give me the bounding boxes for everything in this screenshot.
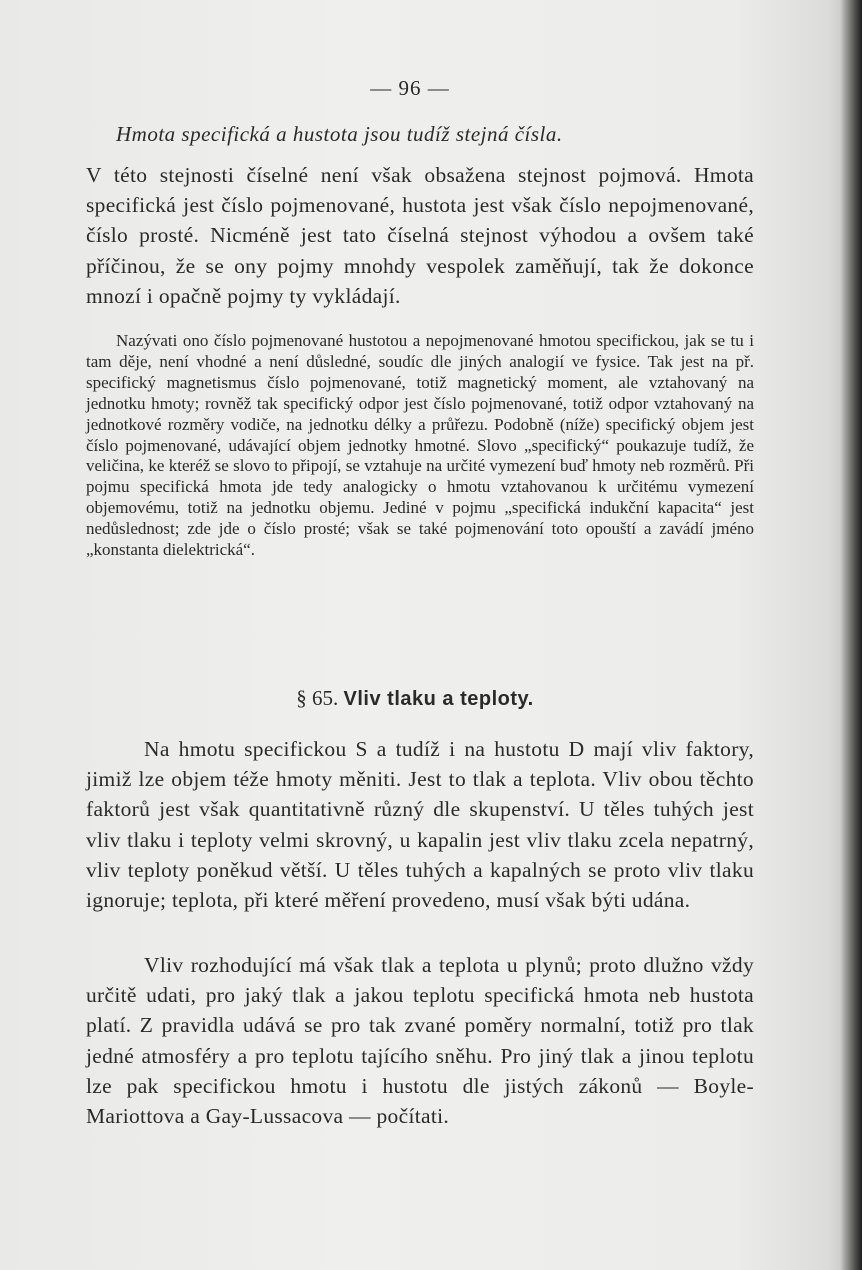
section-number: § 65. xyxy=(296,686,339,710)
page-number: — 96 — xyxy=(370,76,450,100)
paragraph-vliv-faktory: Na hmotu specifickou S a tudíž i na hustotu D mají vliv faktory, jimiž lze objem téže hmoty měniti. Jest to tlak a teplota. Vliv obou těchto faktorů jest však quantitativně různý dle skupenství. U těles tuhých jest vliv tlaku i teploty velmi skrovný, u kapalin jest vliv tlaku zcela nepatrný, vliv teploty poněkud větší. U těles tuhých a kapalných se proto vliv tlaku ignoruje; teplota, při které měření provedeno, musí však býti udána. xyxy=(86,737,754,913)
page-binding-shadow xyxy=(840,0,862,1270)
section-title: Vliv tlaku a teploty. xyxy=(343,688,534,710)
small-print-block xyxy=(86,331,754,561)
section-heading xyxy=(0,686,830,711)
italic-sentence: Hmota specifická a hustota jsou tudíž stejná čísla. xyxy=(116,122,563,146)
paragraph-block-3 xyxy=(86,950,754,1131)
paragraph-stejnost: V této stejnosti číselné není však obsažena stejnost pojmová. Hmota specifická jest číslo pojmenované, hustota jest však číslo nepojmenované, číslo prosté. Nicméně jest tato číselná stejnost výhodou a ovšem také příčinou, že se ony pojmy mnohdy vespolek zaměňují, tak že dokonce mnozí i opačně pojmy ty vykládají. xyxy=(86,163,754,308)
paragraph-plyny: Vliv rozhodující má však tlak a teplota u plynů; proto dlužno vždy určitě udati, pro jaký tlak a jakou teplotu specifická hmota neb hustota platí. Z pravidla udává se pro tak zvané poměry normalní, totiž pro tlak jedné atmosféry a pro teplotu tajícího sněhu. Pro jiný tlak a jinou teplotu lze pak specifickou hmotu i hustotu dle jistých zákonů — Boyle-Mariottova a Gay-Lussacova — počítati. xyxy=(86,953,754,1129)
paragraph-block-1 xyxy=(86,160,754,311)
paragraph-block-2 xyxy=(86,734,754,915)
small-print-paragraph: Nazývati ono číslo pojmenované hustotou a nepojmenované hmotou specifickou, jak se tu i tam děje, není vhodné a není důsledné, soudíc dle jiných analogií ve fysice. Tak jest na př. specifický magnetismus číslo pojmenované, totiž magnetický moment, ale vztahovaný na jednotku hmoty; rovněž tak specifický odpor jest číslo pojmenované, totiž odpor vztahovaný na jednotkové rozměry vodiče, na jednotku délky a průřezu. Podobně (níže) specifický objem jest číslo pojmenované, udávající objem jednotky hmotné. Slovo „specifický“ poukazuje tudíž, že veličina, ke kteréž se slovo to připojí, se vztahuje na určité vymezení buď hmoty neb rozměrů. Při pojmu specifická hmota jde tedy analogicky o hmotu vztahovanou k určitému vymezení objemovému, totiž na jednotku objemu. Jediné v pojmu „specifická indukční kapacita“ jest nedůslednost; zde jde o číslo prosté; však se také pojmenování toto opouští a zavádí jméno „konstanta dielektrická“. xyxy=(86,331,754,560)
